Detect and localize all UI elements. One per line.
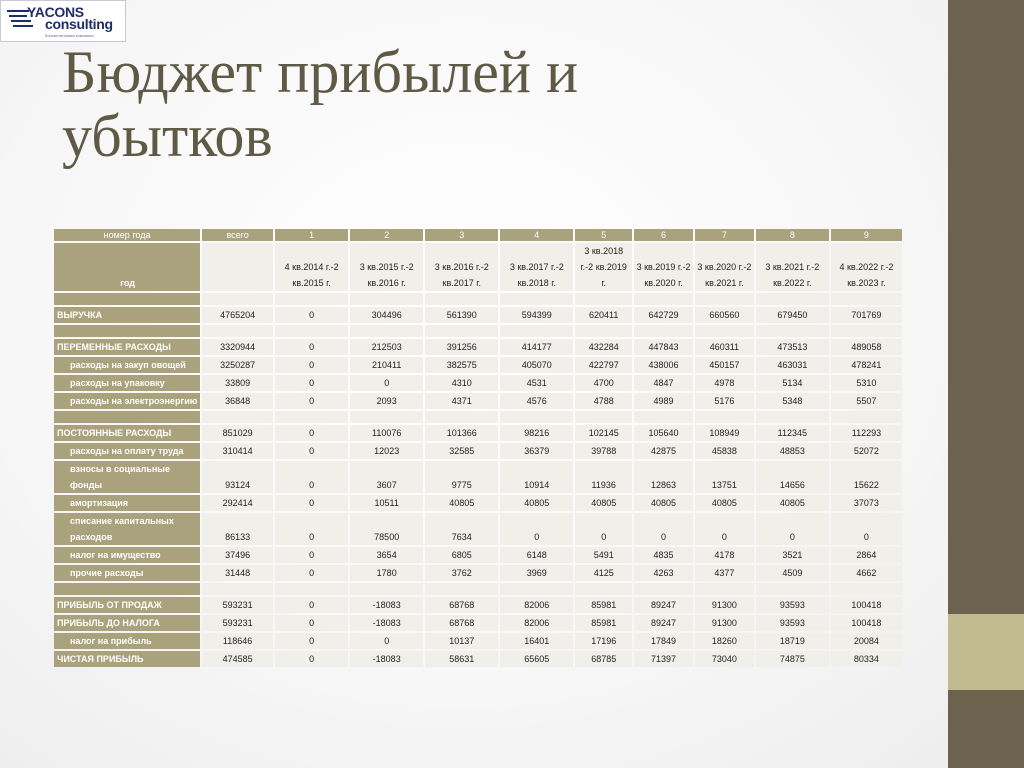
value-cell: 561390: [425, 307, 498, 323]
total-value-cell: 37496: [202, 547, 273, 563]
total-value-cell: 33809: [202, 375, 273, 391]
total-value-cell: 593231: [202, 597, 273, 613]
row-label: налог на прибыль: [54, 633, 200, 649]
logo-name-line2: consulting: [45, 16, 113, 32]
value-cell: 620411: [575, 307, 632, 323]
value-cell: 105640: [634, 425, 693, 441]
value-cell: 0: [275, 393, 348, 409]
value-cell: 4576: [500, 393, 573, 409]
value-cell: 40805: [575, 495, 632, 511]
value-cell: 68768: [425, 597, 498, 613]
table-row-item: [54, 443, 902, 459]
value-cell: 91300: [695, 597, 754, 613]
logo-name-line1: YACONS: [27, 4, 84, 20]
spacer-cell: [695, 583, 754, 595]
spacer-label-cell: [54, 583, 200, 595]
row-label: расходы на упаковку: [54, 375, 200, 391]
value-cell: 112345: [756, 425, 829, 441]
row-label: расходы на закуп овощей: [54, 357, 200, 373]
value-cell: 0: [275, 375, 348, 391]
value-cell: 447843: [634, 339, 693, 355]
value-cell: 478241: [831, 357, 902, 373]
spacer-cell: [500, 411, 573, 423]
table-row-total: [54, 339, 902, 355]
value-cell: 112293: [831, 425, 902, 441]
spacer-cell: [634, 293, 693, 305]
header-year-8: 8: [756, 229, 829, 241]
value-cell: 0: [275, 425, 348, 441]
header-year-7: 7: [695, 229, 754, 241]
table-row-item: [54, 633, 902, 649]
value-cell: 0: [756, 513, 829, 545]
table-row-item: [54, 375, 902, 391]
total-value-cell: 86133: [202, 513, 273, 545]
value-cell: 18260: [695, 633, 754, 649]
value-cell: 0: [275, 357, 348, 373]
value-cell: 5176: [695, 393, 754, 409]
value-cell: 89247: [634, 615, 693, 631]
value-cell: 0: [275, 307, 348, 323]
value-cell: 5491: [575, 547, 632, 563]
value-cell: 0: [350, 633, 423, 649]
spacer-cell: [350, 411, 423, 423]
row-label: списание капитальных расходов: [54, 513, 200, 545]
spacer-cell: [425, 293, 498, 305]
spacer-cell: [350, 325, 423, 337]
value-cell: 74875: [756, 651, 829, 667]
year-period-cell: 3 кв.2020 г.-2 кв.2021 г.: [695, 243, 754, 291]
budget-table: [52, 227, 904, 669]
value-cell: 5134: [756, 375, 829, 391]
spacer-cell: [425, 583, 498, 595]
value-cell: 0: [634, 513, 693, 545]
year-period-cell: 4 кв.2014 г.-2 кв.2015 г.: [275, 243, 348, 291]
value-cell: 93593: [756, 597, 829, 613]
total-value-cell: 474585: [202, 651, 273, 667]
header-year-5: 5: [575, 229, 632, 241]
value-cell: 0: [275, 633, 348, 649]
value-cell: 37073: [831, 495, 902, 511]
spacer-cell: [634, 583, 693, 595]
spacer-cell: [275, 411, 348, 423]
total-value-cell: 292414: [202, 495, 273, 511]
spacer-cell: [425, 325, 498, 337]
spacer-cell: [634, 411, 693, 423]
value-cell: 52072: [831, 443, 902, 459]
spacer-cell: [275, 293, 348, 305]
header-total: всего: [202, 229, 273, 241]
value-cell: 489058: [831, 339, 902, 355]
value-cell: 91300: [695, 615, 754, 631]
row-label: прочие расходы: [54, 565, 200, 581]
value-cell: 382575: [425, 357, 498, 373]
value-cell: 12863: [634, 461, 693, 493]
value-cell: 0: [275, 651, 348, 667]
total-value-cell: 3250287: [202, 357, 273, 373]
value-cell: 40805: [634, 495, 693, 511]
year-period-cell: 4 кв.2022 г.-2 кв.2023 г.: [831, 243, 902, 291]
table-row-total: [54, 651, 902, 667]
value-cell: -18083: [350, 597, 423, 613]
row-label: ПРИБЫЛЬ ОТ ПРОДАЖ: [54, 597, 200, 613]
value-cell: 110076: [350, 425, 423, 441]
spacer-cell: [831, 293, 902, 305]
value-cell: 98216: [500, 425, 573, 441]
value-cell: 0: [275, 495, 348, 511]
row-label: ПОСТОЯННЫЕ РАСХОДЫ: [54, 425, 200, 441]
value-cell: 10511: [350, 495, 423, 511]
value-cell: 6148: [500, 547, 573, 563]
year-period-cell: [202, 243, 273, 291]
table-row-total: [54, 307, 902, 323]
header-year-number: номер года: [54, 229, 200, 241]
value-cell: 4263: [634, 565, 693, 581]
row-label: ПРИБЫЛЬ ДО НАЛОГА: [54, 615, 200, 631]
spacer-cell: [575, 583, 632, 595]
total-value-cell: 93124: [202, 461, 273, 493]
value-cell: 4531: [500, 375, 573, 391]
slide-title: Бюджет прибылей и убытков: [62, 39, 579, 169]
spacer-cell: [202, 583, 273, 595]
value-cell: 9775: [425, 461, 498, 493]
value-cell: 45838: [695, 443, 754, 459]
total-value-cell: 31448: [202, 565, 273, 581]
spacer-cell: [634, 325, 693, 337]
value-cell: -18083: [350, 651, 423, 667]
spacer-cell: [831, 325, 902, 337]
spacer-cell: [425, 411, 498, 423]
value-cell: 642729: [634, 307, 693, 323]
value-cell: 0: [695, 513, 754, 545]
value-cell: 40805: [695, 495, 754, 511]
value-cell: 422797: [575, 357, 632, 373]
spacer-cell: [350, 293, 423, 305]
value-cell: 4835: [634, 547, 693, 563]
spacer-cell: [575, 293, 632, 305]
value-cell: 93593: [756, 615, 829, 631]
value-cell: 0: [275, 513, 348, 545]
spacer-cell: [202, 325, 273, 337]
value-cell: 18719: [756, 633, 829, 649]
year-period-cell: 3 кв.2019 г.-2 кв.2020 г.: [634, 243, 693, 291]
value-cell: 3654: [350, 547, 423, 563]
value-cell: 594399: [500, 307, 573, 323]
logo-tagline: Консалтинговая компания: [45, 33, 94, 38]
row-label: ВЫРУЧКА: [54, 307, 200, 323]
value-cell: 40805: [756, 495, 829, 511]
total-value-cell: 4765204: [202, 307, 273, 323]
table-row-item: [54, 547, 902, 563]
value-cell: 100418: [831, 597, 902, 613]
value-cell: 32585: [425, 443, 498, 459]
spacer-cell: [500, 293, 573, 305]
total-value-cell: 593231: [202, 615, 273, 631]
value-cell: 701769: [831, 307, 902, 323]
table-row-item: [54, 495, 902, 511]
value-cell: 14656: [756, 461, 829, 493]
value-cell: 3762: [425, 565, 498, 581]
value-cell: 68785: [575, 651, 632, 667]
value-cell: 3521: [756, 547, 829, 563]
spacer-cell: [275, 325, 348, 337]
value-cell: 3607: [350, 461, 423, 493]
spacer-label-cell: [54, 293, 200, 305]
value-cell: 0: [575, 513, 632, 545]
year-period-cell: 3 кв.2016 г.-2 кв.2017 г.: [425, 243, 498, 291]
value-cell: 16401: [500, 633, 573, 649]
value-cell: 5310: [831, 375, 902, 391]
value-cell: 20084: [831, 633, 902, 649]
table-row-item: [54, 393, 902, 409]
value-cell: 304496: [350, 307, 423, 323]
row-label: ПЕРЕМЕННЫЕ РАСХОДЫ: [54, 339, 200, 355]
header-year-9: 9: [831, 229, 902, 241]
value-cell: 102145: [575, 425, 632, 441]
spacer-cell: [695, 411, 754, 423]
value-cell: -18083: [350, 615, 423, 631]
value-cell: 432284: [575, 339, 632, 355]
value-cell: 4989: [634, 393, 693, 409]
row-label: расходы на электроэнергию: [54, 393, 200, 409]
spacer-cell: [202, 293, 273, 305]
header-year-1: 1: [275, 229, 348, 241]
value-cell: 0: [275, 597, 348, 613]
value-cell: 2093: [350, 393, 423, 409]
spacer-cell: [831, 411, 902, 423]
spacer-cell: [756, 583, 829, 595]
table-spacer-row: [54, 411, 902, 423]
value-cell: 1780: [350, 565, 423, 581]
value-cell: 4978: [695, 375, 754, 391]
value-cell: 0: [275, 547, 348, 563]
value-cell: 4377: [695, 565, 754, 581]
spacer-cell: [500, 325, 573, 337]
year-row-label: год: [54, 243, 200, 291]
total-value-cell: 310414: [202, 443, 273, 459]
value-cell: 11936: [575, 461, 632, 493]
value-cell: 82006: [500, 597, 573, 613]
value-cell: 3969: [500, 565, 573, 581]
value-cell: 100418: [831, 615, 902, 631]
table-year-row: [54, 243, 902, 291]
value-cell: 40805: [425, 495, 498, 511]
year-period-cell: 3 кв.2018 г.-2 кв.2019 г.: [575, 243, 632, 291]
value-cell: 212503: [350, 339, 423, 355]
value-cell: 40805: [500, 495, 573, 511]
table-row-item: [54, 565, 902, 581]
value-cell: 660560: [695, 307, 754, 323]
row-label: взносы в социальные фонды: [54, 461, 200, 493]
header-year-3: 3: [425, 229, 498, 241]
row-label: ЧИСТАЯ ПРИБЫЛЬ: [54, 651, 200, 667]
value-cell: 405070: [500, 357, 573, 373]
right-decor-accent: [948, 614, 1024, 690]
value-cell: 4371: [425, 393, 498, 409]
value-cell: 101366: [425, 425, 498, 441]
value-cell: 73040: [695, 651, 754, 667]
company-logo: [0, 0, 126, 42]
total-value-cell: 3320944: [202, 339, 273, 355]
total-value-cell: 851029: [202, 425, 273, 441]
value-cell: 4509: [756, 565, 829, 581]
spacer-cell: [275, 583, 348, 595]
value-cell: 4788: [575, 393, 632, 409]
value-cell: 391256: [425, 339, 498, 355]
value-cell: 463031: [756, 357, 829, 373]
year-period-cell: 3 кв.2021 г.-2 кв.2022 г.: [756, 243, 829, 291]
table-row-total: [54, 597, 902, 613]
value-cell: 4310: [425, 375, 498, 391]
value-cell: 0: [500, 513, 573, 545]
spacer-label-cell: [54, 325, 200, 337]
value-cell: 210411: [350, 357, 423, 373]
spacer-cell: [695, 293, 754, 305]
value-cell: 42875: [634, 443, 693, 459]
value-cell: 4847: [634, 375, 693, 391]
value-cell: 85981: [575, 615, 632, 631]
value-cell: 80334: [831, 651, 902, 667]
value-cell: 36379: [500, 443, 573, 459]
value-cell: 0: [275, 461, 348, 493]
value-cell: 15622: [831, 461, 902, 493]
value-cell: 4178: [695, 547, 754, 563]
table-spacer-row: [54, 293, 902, 305]
value-cell: 4700: [575, 375, 632, 391]
value-cell: 10914: [500, 461, 573, 493]
spacer-cell: [756, 293, 829, 305]
value-cell: 17196: [575, 633, 632, 649]
spacer-cell: [575, 411, 632, 423]
year-period-cell: 3 кв.2017 г.-2 кв.2018 г.: [500, 243, 573, 291]
value-cell: 17849: [634, 633, 693, 649]
spacer-cell: [695, 325, 754, 337]
value-cell: 5348: [756, 393, 829, 409]
spacer-cell: [756, 325, 829, 337]
value-cell: 0: [275, 339, 348, 355]
value-cell: 48853: [756, 443, 829, 459]
value-cell: 82006: [500, 615, 573, 631]
row-label: амортизация: [54, 495, 200, 511]
row-label: расходы на оплату труда: [54, 443, 200, 459]
row-label: налог на имущество: [54, 547, 200, 563]
value-cell: 68768: [425, 615, 498, 631]
table-header-row: [54, 229, 902, 241]
value-cell: 414177: [500, 339, 573, 355]
table-row-item: [54, 357, 902, 373]
table-row-item: [54, 461, 902, 493]
value-cell: 89247: [634, 597, 693, 613]
value-cell: 0: [275, 443, 348, 459]
value-cell: 0: [350, 375, 423, 391]
table-row-total: [54, 425, 902, 441]
spacer-label-cell: [54, 411, 200, 423]
value-cell: 85981: [575, 597, 632, 613]
total-value-cell: 36848: [202, 393, 273, 409]
value-cell: 71397: [634, 651, 693, 667]
header-year-2: 2: [350, 229, 423, 241]
table-row-total: [54, 615, 902, 631]
value-cell: 0: [275, 615, 348, 631]
header-year-4: 4: [500, 229, 573, 241]
value-cell: 5507: [831, 393, 902, 409]
value-cell: 473513: [756, 339, 829, 355]
value-cell: 78500: [350, 513, 423, 545]
spacer-cell: [500, 583, 573, 595]
spacer-cell: [575, 325, 632, 337]
value-cell: 4125: [575, 565, 632, 581]
value-cell: 2864: [831, 547, 902, 563]
value-cell: 108949: [695, 425, 754, 441]
spacer-cell: [202, 411, 273, 423]
value-cell: 58631: [425, 651, 498, 667]
value-cell: 10137: [425, 633, 498, 649]
value-cell: 0: [831, 513, 902, 545]
year-period-cell: 3 кв.2015 г.-2 кв.2016 г.: [350, 243, 423, 291]
spacer-cell: [831, 583, 902, 595]
table-spacer-row: [54, 583, 902, 595]
value-cell: 13751: [695, 461, 754, 493]
value-cell: 6805: [425, 547, 498, 563]
value-cell: 4662: [831, 565, 902, 581]
value-cell: 65605: [500, 651, 573, 667]
spacer-cell: [350, 583, 423, 595]
spacer-cell: [756, 411, 829, 423]
value-cell: 679450: [756, 307, 829, 323]
total-value-cell: 118646: [202, 633, 273, 649]
value-cell: 460311: [695, 339, 754, 355]
table-spacer-row: [54, 325, 902, 337]
value-cell: 12023: [350, 443, 423, 459]
value-cell: 0: [275, 565, 348, 581]
value-cell: 39788: [575, 443, 632, 459]
value-cell: 7634: [425, 513, 498, 545]
header-year-6: 6: [634, 229, 693, 241]
value-cell: 438006: [634, 357, 693, 373]
table-row-item: [54, 513, 902, 545]
value-cell: 450157: [695, 357, 754, 373]
